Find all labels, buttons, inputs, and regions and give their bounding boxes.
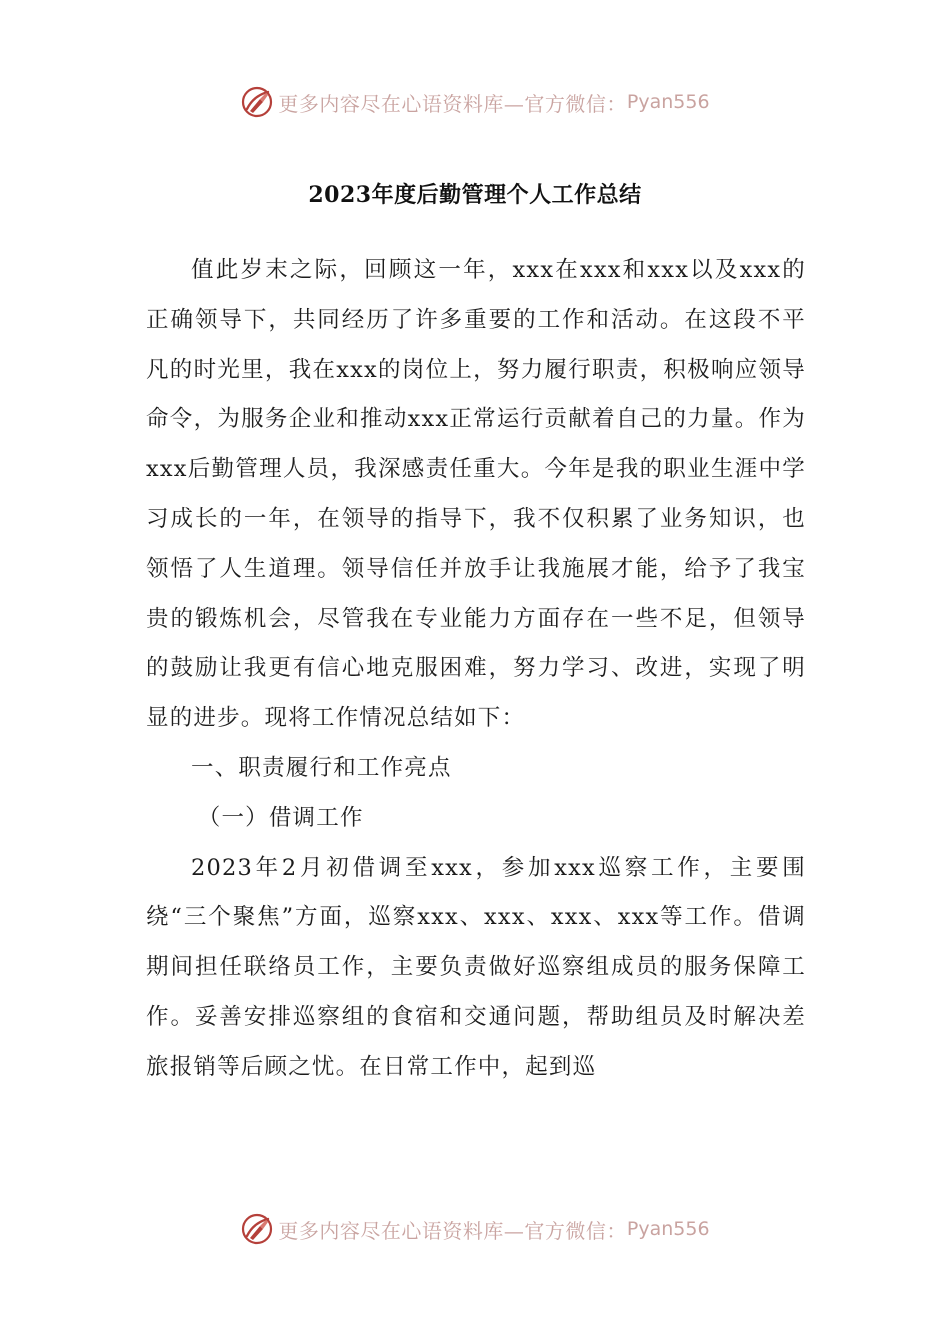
document-body: [146, 246, 806, 1093]
section-heading: 一、职责履行和工作亮点: [191, 754, 452, 781]
intro-paragraph: 值此岁末之际，回顾这一年，xxx在xxx和xxx以及xxx的正确领导下，共同经历了许多重要的工作和活动。在这段不平凡的时光里，我在xxx的岗位上，努力履行职责，积极响应领导命令，为服务企业和推动xxx正常运行贡献着自己的力量。作为xxx后勤管理人员，我深感责任重大。今年是我的职业生涯中学习成长的一年，在领导的指导下，我不仅积累了业务知识，也领悟了人生道理。领导信任并放手让我施展才能，给予了我宝贵的锻炼机会，尽管我在专业能力方面存在一些不足，但领导的鼓励让我更有信心地克服困难，努力学习、改进，实现了明显的进步。现将工作情况总结如下：: [146, 257, 806, 732]
watermark-text: 更多内容尽在心语资料库—官方微信：: [278, 91, 627, 116]
section-paragraph: 2023年2月初借调至xxx，参加xxx巡察工作，主要围绕“三个聚焦”方面，巡察xxx、xxx、xxx、xxx等工作。借调期间担任联络员工作，主要负责做好巡察组成员的服务保障工作。妥善安排巡察组的食宿和交通问题，帮助组员及时解决差旅报销等后顾之忧。在日常工作中，起到巡: [146, 854, 806, 1080]
wechat-id: Pyan556: [626, 1218, 710, 1240]
footer-watermark-banner: [0, 1209, 950, 1249]
pen-logo-icon: [240, 85, 274, 119]
wechat-id: Pyan556: [626, 91, 710, 113]
header-watermark-banner: [0, 82, 950, 122]
document-title: 2023年度后勤管理个人工作总结: [308, 182, 642, 208]
subsection-heading: （一）借调工作: [197, 804, 364, 831]
watermark-text: 更多内容尽在心语资料库—官方微信：: [278, 1218, 627, 1243]
pen-logo-icon: [240, 1212, 274, 1246]
